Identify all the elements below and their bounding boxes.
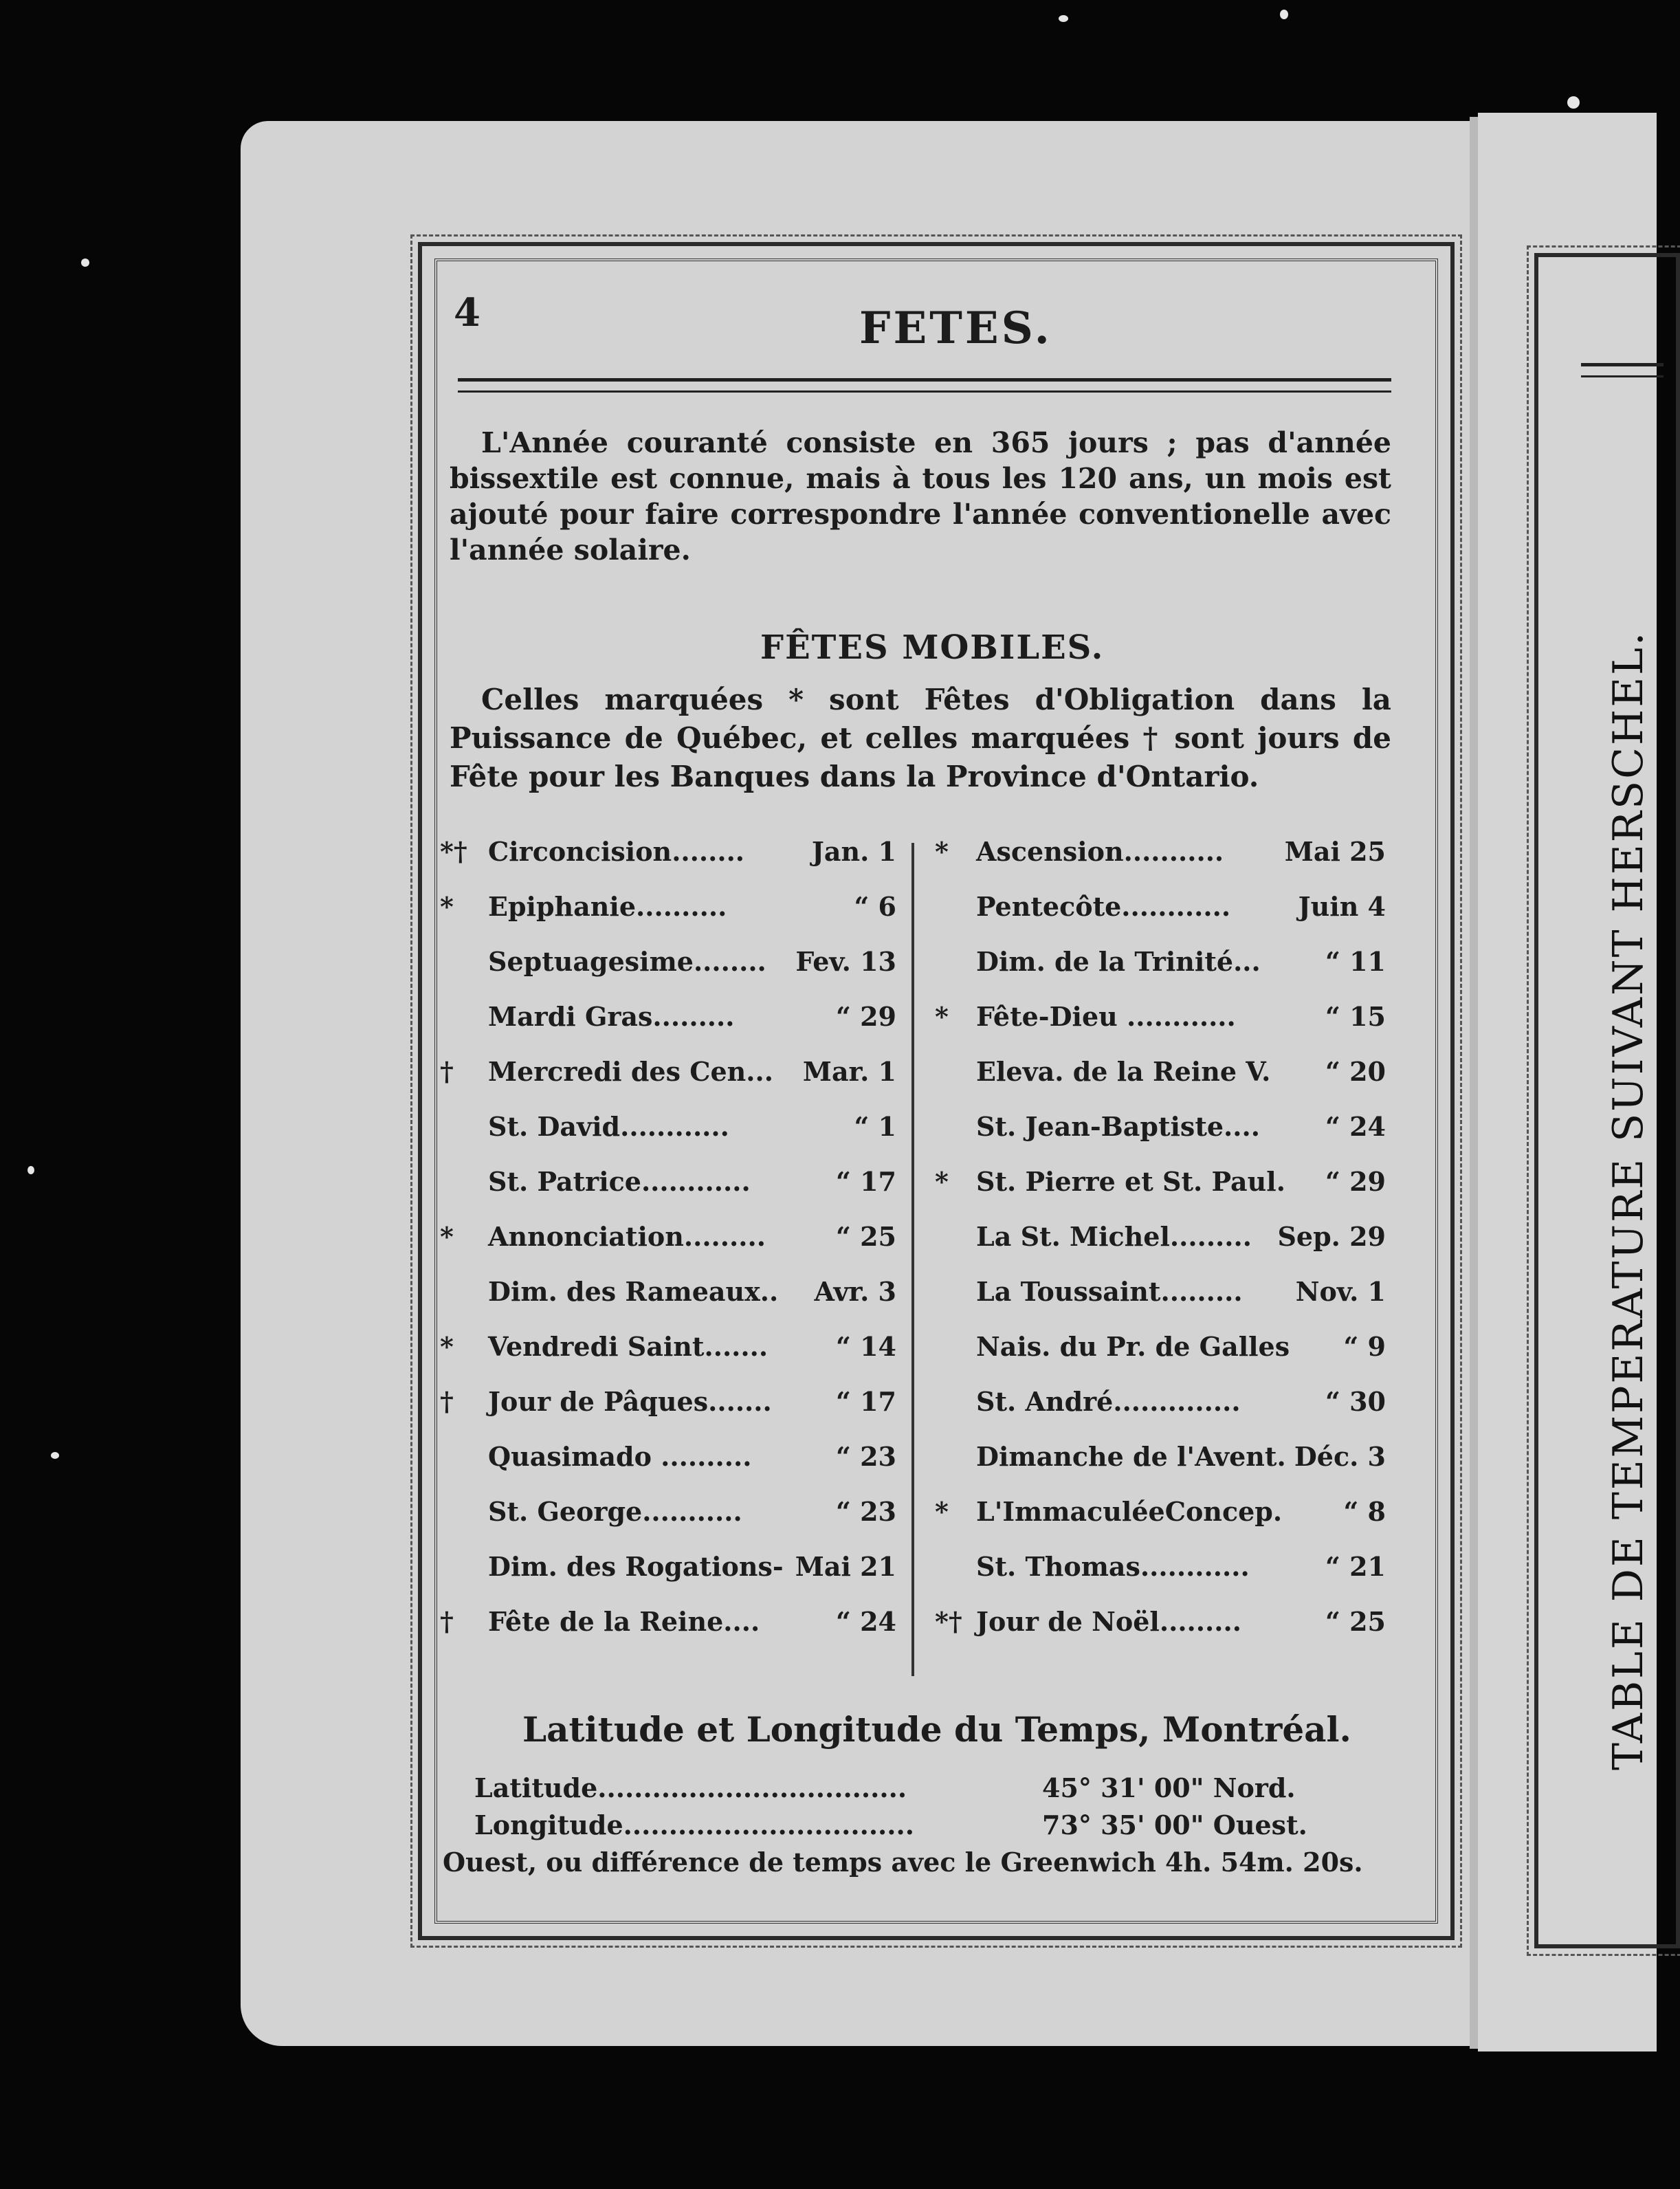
feast-date: “ 24	[1325, 1111, 1386, 1142]
feast-name: Ascension...........	[976, 836, 1224, 867]
feast-date: Fev. 13	[795, 946, 896, 977]
feast-mark: *	[440, 891, 454, 922]
feast-date: “ 24	[836, 1606, 896, 1637]
feast-name: Mercredi des Cen...	[488, 1056, 773, 1087]
feast-date: Sep. 29	[1277, 1221, 1386, 1252]
feast-date: “ 15	[1325, 1001, 1386, 1032]
feast-mark: †	[440, 1386, 454, 1417]
feast-date: Mar. 1	[802, 1056, 896, 1087]
feast-name: St. David............	[488, 1111, 729, 1142]
feast-name: Nais. du Pr. de Galles	[976, 1331, 1290, 1362]
longitude-value: 73° 35' 00" Ouest.	[1042, 1810, 1307, 1840]
feast-mark: *	[440, 1331, 454, 1362]
right-page-rule	[1581, 375, 1664, 377]
feast-name: La Toussaint.........	[976, 1276, 1243, 1307]
feast-mark: *	[935, 1166, 949, 1197]
feast-date: “ 6	[854, 891, 896, 922]
feast-date: “ 23	[836, 1496, 896, 1527]
scan-speck	[1567, 96, 1580, 109]
feast-date: “ 30	[1325, 1386, 1386, 1417]
latitude-value: 45° 31' 00" Nord.	[1042, 1772, 1296, 1803]
feast-name: St. André..............	[976, 1386, 1241, 1417]
feast-date: “ 23	[836, 1441, 896, 1472]
feast-name: Quasimado ..........	[488, 1441, 752, 1472]
right-page-title: TABLE DE TEMPERATURE SUIVANT HERSCHEL.	[1604, 630, 1653, 1770]
feast-name: Dim. des Rameaux..	[488, 1276, 779, 1307]
feast-date: Nov. 1	[1295, 1276, 1386, 1307]
feast-name: Dim. de la Trinité...	[976, 946, 1261, 977]
latitude-label: Latitude..................................	[474, 1772, 907, 1803]
feast-date: “ 29	[1325, 1166, 1386, 1197]
feast-mark: *	[440, 1221, 454, 1252]
feast-name: Dimanche de l'Avent.	[976, 1441, 1286, 1472]
feast-date: Juin 4	[1298, 891, 1386, 922]
feast-date: “ 9	[1343, 1331, 1386, 1362]
intro-paragraph: L'Année couranté consiste en 365 jours ; pas d'année bissextile est connue, mais à tous les 120 ans, un mois est ajouté pour faire correspondre l'année conventionelle avec l'année solaire.	[450, 426, 1391, 566]
feast-mark: *	[935, 836, 949, 867]
feast-name: Jour de Noël.........	[976, 1606, 1241, 1637]
page-title: FETES.	[859, 302, 1052, 354]
greenwich-difference: Ouest, ou différence de temps avec le Greenwich 4h. 54m. 20s.	[443, 1847, 1363, 1878]
feast-date: “ 25	[1325, 1606, 1386, 1637]
feast-date: “ 20	[1325, 1056, 1386, 1087]
feast-date: “ 11	[1325, 946, 1386, 977]
feast-name: Septuagesime........	[488, 946, 766, 977]
feast-name: Circoncision........	[488, 836, 745, 867]
feast-mark: *†	[440, 836, 467, 867]
longitude-label: Longitude................................	[474, 1810, 914, 1840]
feast-date: Avr. 3	[814, 1276, 896, 1307]
feast-date: “ 25	[836, 1221, 896, 1252]
feast-date: “ 21	[1325, 1551, 1386, 1582]
mobiles-heading: FÊTES MOBILES.	[760, 628, 1105, 667]
feast-date: Mai 25	[1284, 836, 1386, 867]
right-page-rule	[1581, 363, 1664, 366]
feast-date: “ 8	[1343, 1496, 1386, 1527]
page-number: 4	[454, 290, 480, 336]
feast-name: St. Jean-Baptiste....	[976, 1111, 1260, 1142]
feast-name: Fête-Dieu ............	[976, 1001, 1236, 1032]
title-rule	[458, 378, 1391, 382]
feast-date: Jan. 1	[811, 836, 896, 867]
feast-name: L'ImmaculéeConcep.	[976, 1496, 1283, 1527]
column-separator	[911, 843, 914, 1676]
feast-name: Fête de la Reine....	[488, 1606, 760, 1637]
feast-date: Mai 21	[795, 1551, 896, 1582]
feast-name: St. Patrice............	[488, 1166, 751, 1197]
feast-mark: *	[935, 1496, 949, 1527]
feast-date: “ 29	[836, 1001, 896, 1032]
scan-speck	[1059, 15, 1068, 22]
feast-name: St. George...........	[488, 1496, 742, 1527]
feast-date: “ 17	[836, 1166, 896, 1197]
feast-date: “ 14	[836, 1331, 896, 1362]
title-rule	[458, 390, 1391, 393]
latitude-heading: Latitude et Longitude du Temps, Montréal.	[522, 1709, 1351, 1750]
feast-date: “ 1	[854, 1111, 896, 1142]
feast-name: La St. Michel.........	[976, 1221, 1252, 1252]
feast-name: St. Pierre et St. Paul.	[976, 1166, 1285, 1197]
feast-name: Jour de Pâques.......	[488, 1386, 772, 1417]
feast-name: Eleva. de la Reine V.	[976, 1056, 1271, 1087]
feast-mark: *	[935, 1001, 949, 1032]
feast-mark: *†	[935, 1606, 962, 1637]
feast-date: “ 17	[836, 1386, 896, 1417]
feast-name: Pentecôte............	[976, 891, 1231, 922]
feast-name: Dim. des Rogations-	[488, 1551, 784, 1582]
feast-name: Vendredi Saint.......	[488, 1331, 769, 1362]
feast-date: Déc. 3	[1294, 1441, 1386, 1472]
feast-mark: †	[440, 1606, 454, 1637]
scan-speck	[27, 1166, 34, 1174]
feast-name: St. Thomas............	[976, 1551, 1250, 1582]
feast-name: Epiphanie..........	[488, 891, 727, 922]
scan-speck	[81, 258, 89, 267]
scan-speck	[51, 1452, 59, 1459]
scan-speck	[1280, 10, 1288, 19]
feast-mark: †	[440, 1056, 454, 1087]
feast-name: Annonciation.........	[488, 1221, 766, 1252]
mobiles-note: Celles marquées * sont Fêtes d'Obligation dans la Puissance de Québec, et celles marquées † sont jours de Fête pour les Banques dans la Province d'Ontario.	[450, 683, 1391, 793]
feast-name: Mardi Gras.........	[488, 1001, 735, 1032]
